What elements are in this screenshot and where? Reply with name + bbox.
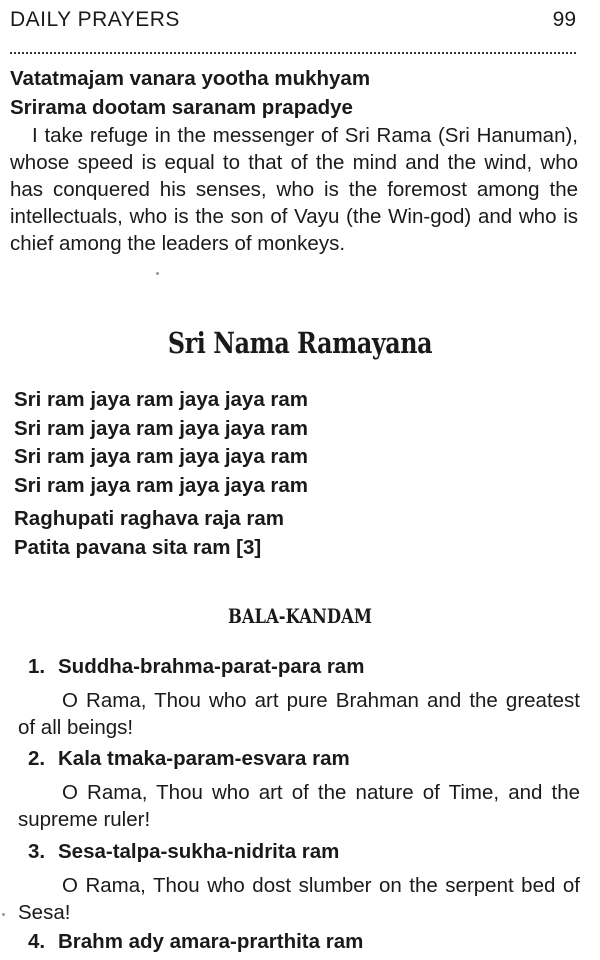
item-meaning: O Rama, Thou who art of the nature of Time, and the supreme ruler!: [18, 781, 580, 831]
list-item: [18, 838, 580, 926]
item-verse-text: Kala tmaka-param-esvara ram: [58, 747, 350, 770]
mantra-line: Sri ram jaya ram jaya jaya ram: [14, 473, 309, 497]
section-title: Sri Nama Ramayana: [167, 326, 433, 360]
page-number: 99: [552, 8, 576, 31]
mantra-line: Sri ram jaya ram jaya jaya ram: [14, 445, 309, 468]
mantra-line: Sri ram jaya ram jaya jaya ram: [14, 416, 309, 440]
item-verse: [18, 838, 580, 866]
item-verse-text: Suddha-brahma-parat-para ram: [58, 655, 365, 678]
item-verse: [18, 745, 580, 773]
item-meaning: O Rama, Thou who art pure Brahman and the greatest of all beings!: [18, 689, 580, 739]
page-header: [10, 4, 576, 44]
mantra-line: Sri ram jaya ram jaya jaya ram: [14, 388, 309, 411]
item-number: 1.: [28, 655, 46, 678]
running-title: DAILY PRAYERS: [10, 8, 180, 31]
mantra-line: Raghupati raghava raja ram: [14, 507, 285, 530]
mantra-line: Patita pavana sita ram [3]: [14, 535, 262, 559]
item-verse: [18, 653, 580, 681]
print-speck: [2, 913, 5, 916]
item-number: 3.: [28, 840, 46, 863]
item-verse-text: Sesa-talpa-sukha-nidrita ram: [58, 840, 340, 863]
item-number: 2.: [28, 747, 46, 770]
verse-line: Srirama dootam saranam prapadye: [10, 96, 353, 119]
intro-verse: [10, 64, 580, 122]
list-item: [18, 745, 580, 833]
list-item: [18, 928, 580, 956]
item-verse-text: Brahm ady amara-prarthita ram: [58, 930, 364, 953]
header-divider: [10, 52, 576, 54]
mantra-block: [14, 386, 574, 562]
item-verse: [18, 928, 580, 956]
item-meaning: O Rama, Thou who dost slumber on the serpent bed of Sesa!: [18, 874, 580, 924]
verse-line: Vatatmajam vanara yootha mukhyam: [10, 67, 371, 90]
list-item: [18, 653, 580, 741]
print-speck: [156, 272, 159, 275]
subsection-title: BALA-KANDAM: [227, 604, 373, 628]
item-number: 4.: [28, 930, 46, 953]
intro-translation: I take refuge in the messenger of Sri Rama (Sri Hanuman), whose speed is equal to that of the mind and the wind, who has conquered his senses, who is the foremost among the intellectuals, who is the son of Vayu (the Win-god) and who is chief among the leaders of monkeys.: [10, 124, 578, 255]
